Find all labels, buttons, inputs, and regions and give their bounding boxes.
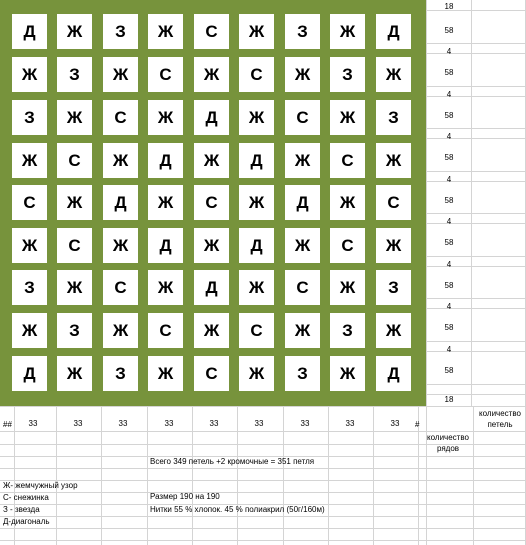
row-count-block[interactable]: 58: [444, 366, 454, 375]
pattern-cell[interactable]: Д: [194, 270, 229, 305]
legend-item[interactable]: Д-диагональ: [3, 517, 50, 526]
pattern-cell[interactable]: З: [376, 100, 411, 135]
pattern-cell[interactable]: С: [285, 270, 320, 305]
pattern-cell[interactable]: З: [330, 313, 365, 348]
pattern-cell[interactable]: Ж: [194, 57, 229, 92]
pattern-cell[interactable]: Ж: [239, 185, 274, 220]
row-count-block[interactable]: 58: [444, 238, 454, 247]
pattern-cell[interactable]: Ж: [57, 185, 92, 220]
pattern-cell[interactable]: Д: [376, 14, 411, 49]
pattern-cell[interactable]: Ж: [148, 100, 183, 135]
pattern-cell[interactable]: Ж: [376, 57, 411, 92]
pattern-cell[interactable]: С: [285, 100, 320, 135]
pattern-cell[interactable]: Д: [285, 185, 320, 220]
pattern-cell[interactable]: Ж: [285, 313, 320, 348]
pattern-cell[interactable]: Ж: [12, 313, 47, 348]
pattern-cell[interactable]: Ж: [103, 313, 138, 348]
pattern-cell[interactable]: З: [12, 100, 47, 135]
column-count-cell[interactable]: 33: [390, 419, 400, 428]
pattern-cell[interactable]: Ж: [57, 100, 92, 135]
hash-cell-left[interactable]: ##: [3, 420, 12, 429]
pattern-cell[interactable]: Ж: [194, 228, 229, 263]
column-count-cell[interactable]: 33: [164, 419, 174, 428]
pattern-cell[interactable]: З: [103, 14, 138, 49]
pattern-cell[interactable]: С: [194, 14, 229, 49]
stitches-count-label[interactable]: количество петель: [479, 409, 521, 429]
row-count-gap[interactable]: 4: [446, 302, 452, 311]
legend-item[interactable]: С- снежинка: [3, 493, 49, 502]
pattern-cell[interactable]: Ж: [285, 228, 320, 263]
row-count-gap[interactable]: 4: [446, 175, 452, 184]
pattern-cell[interactable]: Ж: [103, 57, 138, 92]
pattern-cell[interactable]: Ж: [239, 356, 274, 391]
pattern-cell[interactable]: Ж: [330, 14, 365, 49]
row-count-block[interactable]: 58: [444, 153, 454, 162]
pattern-cell[interactable]: Ж: [330, 356, 365, 391]
pattern-cell[interactable]: Д: [103, 185, 138, 220]
yarn-text[interactable]: Нитки 55 % хлопок. 45 % полиакрил (50г/160м): [150, 505, 325, 514]
pattern-cell[interactable]: С: [148, 57, 183, 92]
pattern-cell[interactable]: Ж: [285, 57, 320, 92]
pattern-cell[interactable]: С: [57, 143, 92, 178]
hash-cell-right[interactable]: #: [415, 420, 420, 429]
pattern-cell[interactable]: Ж: [239, 270, 274, 305]
pattern-cell[interactable]: Ж: [330, 100, 365, 135]
pattern-cell[interactable]: Д: [12, 356, 47, 391]
pattern-cell[interactable]: Ж: [239, 14, 274, 49]
row-count-gap[interactable]: 4: [446, 132, 452, 141]
pattern-cell[interactable]: Ж: [239, 100, 274, 135]
column-count-cell[interactable]: 33: [28, 419, 38, 428]
pattern-cell[interactable]: З: [12, 270, 47, 305]
pattern-cell[interactable]: Ж: [57, 356, 92, 391]
pattern-cell[interactable]: Д: [148, 143, 183, 178]
pattern-cell[interactable]: Ж: [103, 143, 138, 178]
row-count-block[interactable]: 58: [444, 111, 454, 120]
pattern-cell[interactable]: Ж: [194, 313, 229, 348]
column-count-cell[interactable]: 33: [209, 419, 219, 428]
pattern-cell[interactable]: З: [285, 356, 320, 391]
row-count-gap[interactable]: 4: [446, 47, 452, 56]
pattern-cell[interactable]: С: [330, 143, 365, 178]
row-count-bottom[interactable]: 18: [444, 395, 454, 404]
pattern-cell[interactable]: Ж: [12, 57, 47, 92]
pattern-cell[interactable]: Д: [376, 356, 411, 391]
row-count-block[interactable]: 58: [444, 323, 454, 332]
total-stitches-text[interactable]: Всего 349 петель +2 кромочные = 351 петля: [150, 457, 315, 466]
pattern-cell[interactable]: С: [103, 270, 138, 305]
pattern-cell[interactable]: Ж: [12, 228, 47, 263]
column-count-cell[interactable]: 33: [254, 419, 264, 428]
pattern-cell[interactable]: Ж: [148, 185, 183, 220]
pattern-cell[interactable]: С: [239, 57, 274, 92]
pattern-cell[interactable]: С: [330, 228, 365, 263]
column-count-cell[interactable]: 33: [345, 419, 355, 428]
pattern-cell[interactable]: Ж: [376, 313, 411, 348]
pattern-cell[interactable]: Ж: [148, 356, 183, 391]
row-count-block[interactable]: 58: [444, 196, 454, 205]
pattern-cell[interactable]: Д: [148, 228, 183, 263]
pattern-cell[interactable]: С: [239, 313, 274, 348]
pattern-cell[interactable]: Ж: [12, 143, 47, 178]
row-count-block[interactable]: 58: [444, 68, 454, 77]
pattern-cell[interactable]: С: [12, 185, 47, 220]
row-count-gap[interactable]: 4: [446, 217, 452, 226]
pattern-cell[interactable]: Д: [12, 14, 47, 49]
row-count-gap[interactable]: 4: [446, 345, 452, 354]
pattern-cell[interactable]: З: [57, 57, 92, 92]
row-count-block[interactable]: 58: [444, 281, 454, 290]
row-count-top[interactable]: 18: [444, 2, 454, 11]
row-count-block[interactable]: 58: [444, 26, 454, 35]
pattern-cell[interactable]: З: [285, 14, 320, 49]
pattern-cell[interactable]: Ж: [57, 270, 92, 305]
pattern-cell[interactable]: Ж: [376, 143, 411, 178]
rows-count-label[interactable]: количество рядов: [427, 433, 469, 453]
pattern-cell[interactable]: С: [194, 185, 229, 220]
pattern-cell[interactable]: З: [330, 57, 365, 92]
pattern-cell[interactable]: С: [103, 100, 138, 135]
pattern-cell[interactable]: Ж: [330, 185, 365, 220]
pattern-cell[interactable]: С: [148, 313, 183, 348]
pattern-cell[interactable]: З: [57, 313, 92, 348]
pattern-cell[interactable]: С: [57, 228, 92, 263]
pattern-cell[interactable]: Д: [239, 228, 274, 263]
row-count-gap[interactable]: 4: [446, 90, 452, 99]
pattern-cell[interactable]: З: [103, 356, 138, 391]
size-text[interactable]: Размер 190 на 190: [150, 492, 220, 501]
pattern-cell[interactable]: С: [376, 185, 411, 220]
column-count-cell[interactable]: 33: [118, 419, 128, 428]
pattern-cell[interactable]: З: [376, 270, 411, 305]
pattern-cell[interactable]: Ж: [57, 14, 92, 49]
pattern-cell[interactable]: Д: [194, 100, 229, 135]
pattern-cell[interactable]: Ж: [148, 270, 183, 305]
pattern-cell[interactable]: С: [194, 356, 229, 391]
column-count-cell[interactable]: 33: [73, 419, 83, 428]
pattern-cell[interactable]: Д: [239, 143, 274, 178]
pattern-cell[interactable]: Ж: [194, 143, 229, 178]
pattern-cell[interactable]: Ж: [103, 228, 138, 263]
pattern-cell[interactable]: Ж: [330, 270, 365, 305]
pattern-cell[interactable]: Ж: [376, 228, 411, 263]
row-count-gap[interactable]: 4: [446, 260, 452, 269]
pattern-cell[interactable]: Ж: [148, 14, 183, 49]
pattern-cell[interactable]: Ж: [285, 143, 320, 178]
legend-item[interactable]: З - звезда: [3, 505, 40, 514]
legend-item[interactable]: Ж- жемчужный узор: [3, 481, 78, 490]
column-count-cell[interactable]: 33: [300, 419, 310, 428]
